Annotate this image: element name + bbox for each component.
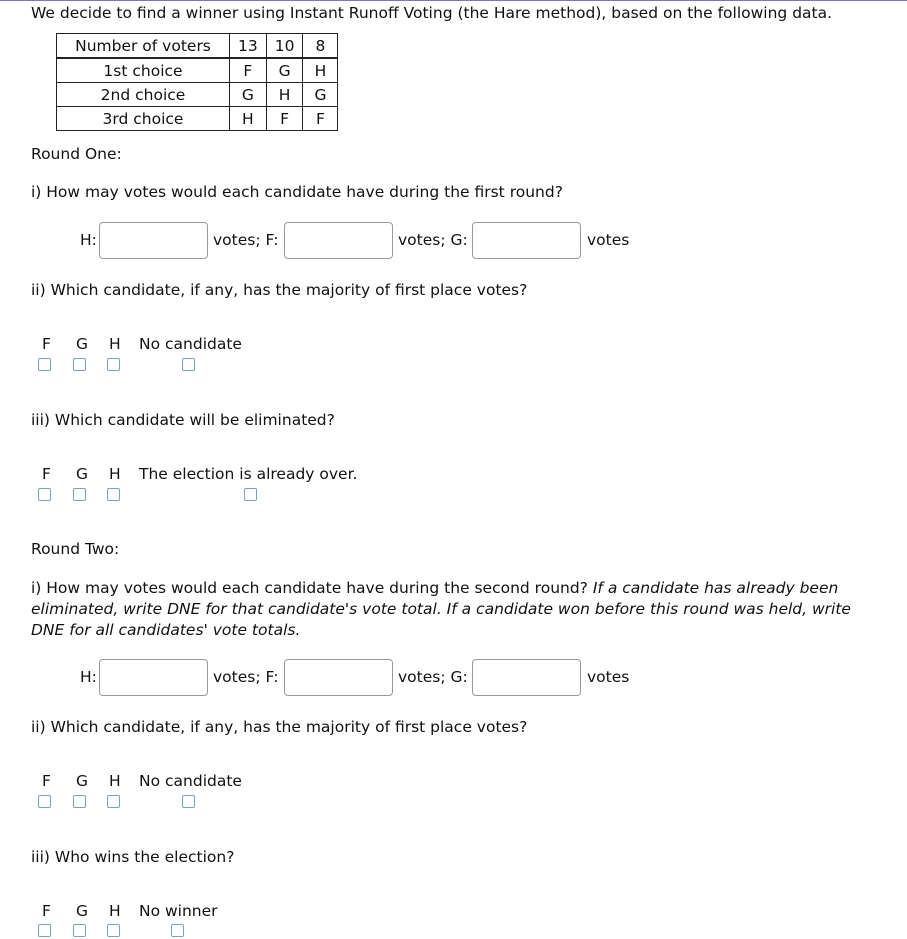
option-f-label: F xyxy=(42,335,51,353)
round1-q3-checkbox-f[interactable] xyxy=(38,488,51,501)
round2-q2-checkbox-h[interactable] xyxy=(107,795,120,808)
table-row-label: 2nd choice xyxy=(57,83,230,107)
option-h-label: H xyxy=(109,335,121,353)
option-f-label: F xyxy=(42,902,51,920)
round2-q3-checkbox-h[interactable] xyxy=(107,924,120,937)
round2-heading: Round Two: xyxy=(31,540,120,558)
round2-q1-text xyxy=(31,578,881,641)
option-f-label: F xyxy=(42,772,51,790)
round1-votes-suffix: votes xyxy=(587,231,630,249)
option-g-label: G xyxy=(76,465,89,483)
option-h-label: H xyxy=(109,902,121,920)
preference-table xyxy=(56,33,338,131)
top-border xyxy=(0,0,907,1)
round1-q3-checkbox-h[interactable] xyxy=(107,488,120,501)
round1-q1-text: i) How may votes would each candidate have during the first round? xyxy=(31,183,563,201)
table-row-label: 1st choice xyxy=(57,58,230,83)
option-h-label: H xyxy=(109,465,121,483)
round2-h-votes-input[interactable] xyxy=(99,659,208,696)
table-row xyxy=(57,83,338,107)
round2-q3-text: iii) Who wins the election? xyxy=(31,848,235,866)
round2-q3-checkbox-f[interactable] xyxy=(38,924,51,937)
table-row-label: 3rd choice xyxy=(57,107,230,131)
round1-h-label: H: xyxy=(80,231,97,249)
option-g-label: G xyxy=(76,772,89,790)
table-cell: 13 xyxy=(230,34,267,59)
table-cell: 10 xyxy=(266,34,303,59)
table-cell: G xyxy=(303,83,338,107)
round1-q3-checkbox-g[interactable] xyxy=(73,488,86,501)
table-header-label: Number of voters xyxy=(57,34,230,59)
round1-f-votes-input[interactable] xyxy=(284,222,393,259)
round1-q2-checkbox-g[interactable] xyxy=(73,358,86,371)
round1-q3-text: iii) Which candidate will be eliminated? xyxy=(31,411,335,429)
table-cell: F xyxy=(266,107,303,131)
round2-f-votes-input[interactable] xyxy=(284,659,393,696)
round1-g-votes-input[interactable] xyxy=(472,222,581,259)
round2-q2-checkbox-g[interactable] xyxy=(73,795,86,808)
round1-q2-text: ii) Which candidate, if any, has the majority of first place votes? xyxy=(31,281,528,299)
table-cell: F xyxy=(303,107,338,131)
option-none-label: No candidate xyxy=(139,335,242,353)
table-cell: G xyxy=(266,58,303,83)
round2-q1-plain: i) How may votes would each candidate have during the second round? xyxy=(31,579,588,597)
round1-h-votes-input[interactable] xyxy=(99,222,208,259)
round2-g-label: votes; G: xyxy=(398,668,468,686)
round2-q3-checkbox-no-winner[interactable] xyxy=(171,924,184,937)
round2-q2-text: ii) Which candidate, if any, has the majority of first place votes? xyxy=(31,718,528,736)
table-row xyxy=(57,58,338,83)
round2-votes-suffix: votes xyxy=(587,668,630,686)
option-g-label: G xyxy=(76,335,89,353)
option-h-label: H xyxy=(109,772,121,790)
option-f-label: F xyxy=(42,465,51,483)
round2-q2-checkbox-none[interactable] xyxy=(182,795,195,808)
table-cell: G xyxy=(230,83,267,107)
option-none-label: No candidate xyxy=(139,772,242,790)
round1-q2-checkbox-h[interactable] xyxy=(107,358,120,371)
round2-g-votes-input[interactable] xyxy=(472,659,581,696)
round1-q2-checkbox-f[interactable] xyxy=(38,358,51,371)
round2-f-label: votes; F: xyxy=(213,668,279,686)
round2-q2-checkbox-f[interactable] xyxy=(38,795,51,808)
table-cell: H xyxy=(230,107,267,131)
round1-f-label: votes; F: xyxy=(213,231,279,249)
round1-heading: Round One: xyxy=(31,145,122,163)
round1-g-label: votes; G: xyxy=(398,231,468,249)
intro-text: We decide to find a winner using Instant Runoff Voting (the Hare method), based on the following data. xyxy=(31,4,833,22)
table-cell: H xyxy=(266,83,303,107)
round1-q3-checkbox-over[interactable] xyxy=(244,488,257,501)
table-cell: 8 xyxy=(303,34,338,59)
round2-h-label: H: xyxy=(80,668,97,686)
table-cell: F xyxy=(230,58,267,83)
option-over-label: The election is already over. xyxy=(139,465,358,483)
round2-q3-checkbox-g[interactable] xyxy=(73,924,86,937)
table-cell: H xyxy=(303,58,338,83)
table-row xyxy=(57,107,338,131)
option-g-label: G xyxy=(76,902,89,920)
round1-q2-checkbox-none[interactable] xyxy=(182,358,195,371)
table-header-row xyxy=(57,34,338,59)
round2-q1-instructions: If a candidate has already been eliminated, write DNE for that candidate's vote total. If a candidate won before this round was held, write DNE for all candidates' vote totals. xyxy=(31,579,851,639)
option-no-winner-label: No winner xyxy=(139,902,218,920)
